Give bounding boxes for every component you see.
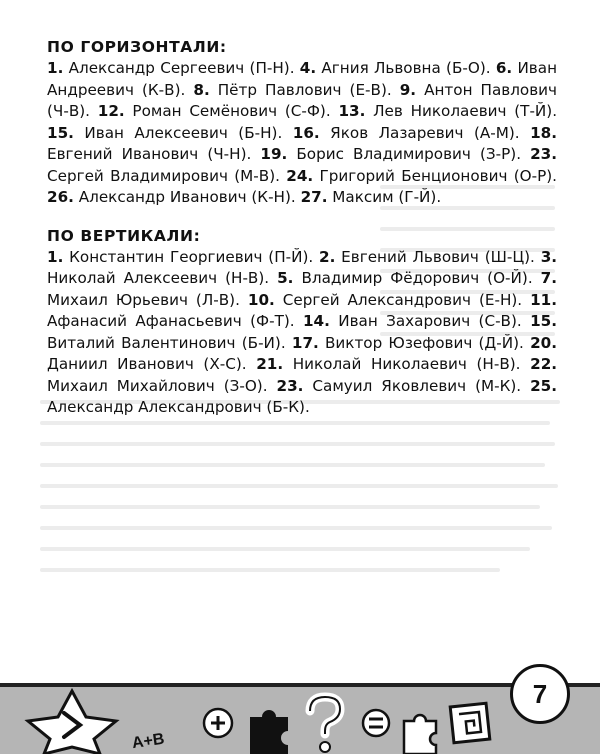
clue-number: 21. xyxy=(256,355,284,373)
clue-text: Максим (Г-Й). xyxy=(327,188,442,206)
clue-item xyxy=(300,59,491,77)
across-heading: ПО ГОРИЗОНТАЛИ: xyxy=(47,38,227,56)
clue-number: 2. xyxy=(319,247,336,266)
clue-item xyxy=(193,81,391,99)
clue-item xyxy=(338,102,557,120)
clue-item xyxy=(293,124,520,142)
clue-text: Антон Павлович (Ч-В). xyxy=(47,80,557,120)
clue-item xyxy=(292,334,524,352)
maze-square-icon xyxy=(450,703,490,743)
clue-text: Лев Николаевич (Т-Й). xyxy=(365,102,558,120)
clue-text: Александр Александрович (Б-К). xyxy=(47,398,310,416)
clue-text: Даниил Иванович (Х-С). xyxy=(47,355,247,373)
clue-number: 22. xyxy=(530,355,558,373)
clue-number: 17. xyxy=(291,333,319,352)
clue-item xyxy=(277,269,533,287)
puzzle-piece-icon xyxy=(404,715,436,754)
clue-text: Александр Иванович (К-Н). xyxy=(73,188,296,206)
clue-number: 23. xyxy=(276,376,304,395)
clue-text: Виктор Юзефович (Д-Й). xyxy=(318,333,524,352)
page-number: 7 xyxy=(510,664,570,724)
clue-text: Пётр Павлович (Е-В). xyxy=(209,80,392,99)
down-clues xyxy=(47,247,557,419)
clue-number: 11. xyxy=(530,290,558,309)
clue-text: Григорий Бенционович (О-Р). xyxy=(313,166,558,185)
clue-text: Яков Лазаревич (А-М). xyxy=(319,123,520,142)
clue-item xyxy=(260,145,521,163)
clue-item xyxy=(98,102,331,120)
clue-item xyxy=(47,124,282,142)
clue-number: 14. xyxy=(302,312,330,330)
crossword-clues xyxy=(47,38,557,437)
clue-number: 15. xyxy=(47,123,74,142)
clue-number: 25. xyxy=(530,376,557,395)
clue-number: 13. xyxy=(338,102,366,120)
clue-text: Иван Алексеевич (Б-Н). xyxy=(73,123,283,142)
clue-number: 15. xyxy=(530,312,557,330)
clue-text: Николай Алексеевич (Н-В). xyxy=(47,269,270,287)
clue-number: 20. xyxy=(530,333,557,352)
clue-item xyxy=(286,167,557,185)
clue-text: Агния Львовна (Б-О). xyxy=(316,59,491,77)
clue-number: 7. xyxy=(540,269,558,287)
clue-text: Иван Андреевич (К-В). xyxy=(47,59,557,99)
down-heading: ПО ВЕРТИКАЛИ: xyxy=(47,226,201,245)
clue-text: Борис Владимирович (З-Р). xyxy=(287,145,522,163)
clue-number: 24. xyxy=(286,166,314,185)
across-clues xyxy=(47,58,557,209)
clue-item xyxy=(47,188,296,206)
equals-circle-icon xyxy=(363,710,389,736)
clue-number: 26. xyxy=(47,188,74,206)
clue-number: 19. xyxy=(260,145,288,163)
clue-text: Иван Захарович (С-В). xyxy=(329,312,522,330)
clue-text: Владимир Фёдорович (О-Й). xyxy=(293,269,533,287)
footer-formula-text: A+B xyxy=(130,730,166,753)
clue-text: Роман Семёнович (С-Ф). xyxy=(124,102,331,120)
clue-item xyxy=(248,291,522,309)
clue-item xyxy=(277,377,522,395)
clue-number: 3. xyxy=(540,247,558,266)
clue-text: Евгений Иванович (Ч-Н). xyxy=(47,145,252,163)
clue-item xyxy=(47,59,295,77)
clue-text: Сергей Александрович (Е-Н). xyxy=(274,290,523,309)
clue-number: 4. xyxy=(299,59,317,77)
clue-number: 18. xyxy=(530,123,558,142)
clue-number: 27. xyxy=(300,188,328,206)
clue-text: Сергей Владимирович (М-В). xyxy=(47,166,280,185)
clue-text: Самуил Яковлевич (М-К). xyxy=(303,376,522,395)
clue-number: 12. xyxy=(97,102,125,120)
clue-item xyxy=(319,248,535,266)
clue-text: Михаил Юрьевич (Л-В). xyxy=(47,290,240,309)
clue-text: Михаил Михайлович (З-О). xyxy=(47,376,268,395)
question-mark-icon xyxy=(310,697,340,752)
clue-number: 23. xyxy=(530,145,558,163)
clue-text: Константин Георгиевич (П-Й). xyxy=(63,247,314,266)
clue-number: 6. xyxy=(495,59,513,77)
clue-number: 8. xyxy=(193,80,210,99)
puzzle-icon xyxy=(250,710,288,754)
star-icon xyxy=(28,691,116,754)
clue-text: Евгений Львович (Ш-Ц). xyxy=(335,247,535,266)
clue-number: 9. xyxy=(399,80,417,99)
clue-text: Александр Сергеевич (П-Н). xyxy=(63,59,295,77)
clue-item xyxy=(301,188,442,206)
clue-text: Николай Николаевич (Н-В). xyxy=(283,355,521,373)
clue-text: Афанасий Афанасьевич (Ф-Т). xyxy=(47,312,295,330)
clue-number: 5. xyxy=(277,269,294,287)
clue-number: 1. xyxy=(47,59,64,77)
clue-number: 10. xyxy=(247,290,275,309)
clue-item xyxy=(256,355,520,373)
clue-number: 16. xyxy=(292,123,320,142)
clue-number: 1. xyxy=(47,247,64,266)
clue-item xyxy=(47,248,313,266)
clue-text: Виталий Валентинович (Б-И). xyxy=(47,333,286,352)
plus-circle-icon xyxy=(204,709,232,737)
clue-item xyxy=(303,312,522,330)
